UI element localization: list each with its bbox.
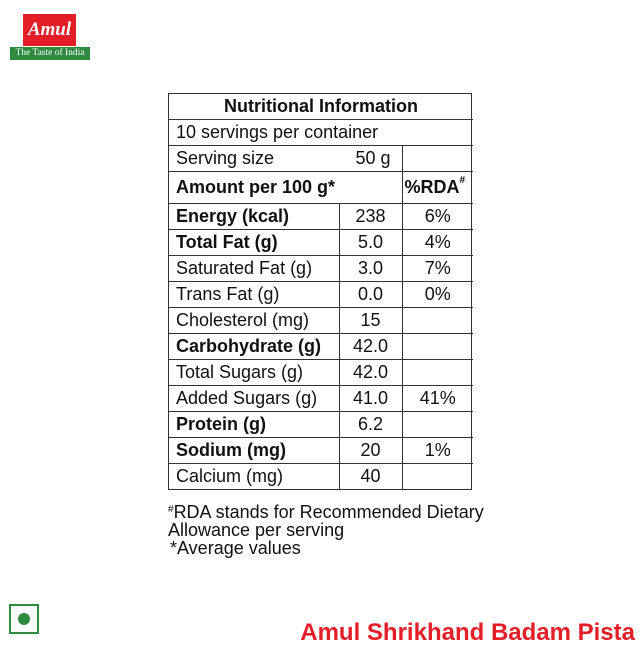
rda-footnote-text: RDA stands for Recommended Dietary (173, 502, 484, 522)
nutrient-row (169, 386, 473, 412)
nutrient-row (169, 360, 473, 386)
servings-row (169, 120, 473, 146)
nutrient-name: Saturated Fat (g) (169, 256, 339, 282)
nutrient-value: 40 (339, 464, 402, 490)
nutrient-name: Cholesterol (mg) (169, 308, 339, 334)
rda-footnote-line1 (168, 503, 488, 521)
rda-footnote-line2: Allowance per serving (168, 520, 345, 540)
nutrient-name: Sodium (mg) (169, 438, 339, 464)
nutrition-title-row (169, 94, 473, 120)
nutrient-rda: 0% (402, 282, 473, 308)
nutrient-value: 20 (339, 438, 402, 464)
nutrient-name: Added Sugars (g) (169, 386, 339, 412)
amul-logo (10, 14, 90, 62)
nutrient-rda: 7% (402, 256, 473, 282)
rda-footnote-mark: # (168, 504, 174, 515)
nutrient-rda (402, 464, 473, 490)
nutrient-value: 0.0 (339, 282, 402, 308)
nutrient-value: 42.0 (339, 334, 402, 360)
logo-tagline: The Taste of India (10, 47, 90, 60)
nutrient-rda: 6% (402, 204, 473, 230)
veg-dot (18, 613, 30, 625)
rda-header-label: %RDA (404, 177, 460, 197)
serving-size-label: Serving size (176, 148, 275, 168)
nutrient-rda: 4% (402, 230, 473, 256)
nutrient-rda: 41% (402, 386, 473, 412)
nutrient-rda (402, 308, 473, 334)
nutrient-name: Protein (g) (169, 412, 339, 438)
nutrient-value: 6.2 (339, 412, 402, 438)
rda-header (402, 172, 473, 204)
nutrient-rda (402, 412, 473, 438)
nutrient-rda (402, 334, 473, 360)
nutrient-name: Carbohydrate (g) (169, 334, 339, 360)
serving-size-value: 50 g (355, 148, 391, 168)
nutrient-row (169, 412, 473, 438)
nutrient-row (169, 282, 473, 308)
nutrient-row (169, 438, 473, 464)
footnotes (168, 503, 488, 557)
nutrient-row (169, 308, 473, 334)
nutrient-value: 5.0 (339, 230, 402, 256)
nutrient-row (169, 256, 473, 282)
nutrient-row (169, 204, 473, 230)
nutrient-value: 41.0 (339, 386, 402, 412)
nutrient-rda: 1% (402, 438, 473, 464)
amount-header: Amount per 100 g* (169, 172, 402, 204)
serving-size-row (169, 146, 473, 172)
nutrition-panel (168, 93, 472, 490)
nutrient-name: Total Fat (g) (169, 230, 339, 256)
nutrient-name: Trans Fat (g) (169, 282, 339, 308)
nutrient-name: Energy (kcal) (169, 204, 339, 230)
nutrient-value: 238 (339, 204, 402, 230)
header-row (169, 172, 473, 204)
nutrient-name: Total Sugars (g) (169, 360, 339, 386)
logo-name: Amul (23, 14, 76, 46)
serving-size-empty (402, 146, 473, 172)
veg-symbol-icon (9, 604, 39, 634)
nutrient-value: 3.0 (339, 256, 402, 282)
nutrient-value: 42.0 (339, 360, 402, 386)
nutrient-rda (402, 360, 473, 386)
nutrient-row (169, 464, 473, 490)
nutrient-name: Calcium (mg) (169, 464, 339, 490)
nutrition-title: Nutritional Information (169, 94, 473, 120)
nutrient-value: 15 (339, 308, 402, 334)
average-values-note: *Average values (170, 538, 301, 558)
serving-size-cell (169, 146, 402, 172)
nutrition-table (169, 94, 473, 489)
nutrient-row (169, 334, 473, 360)
servings-per-container: 10 servings per container (169, 120, 473, 146)
nutrient-row (169, 230, 473, 256)
product-name: Amul Shrikhand Badam Pista (300, 619, 635, 646)
rda-header-mark: # (459, 175, 466, 186)
